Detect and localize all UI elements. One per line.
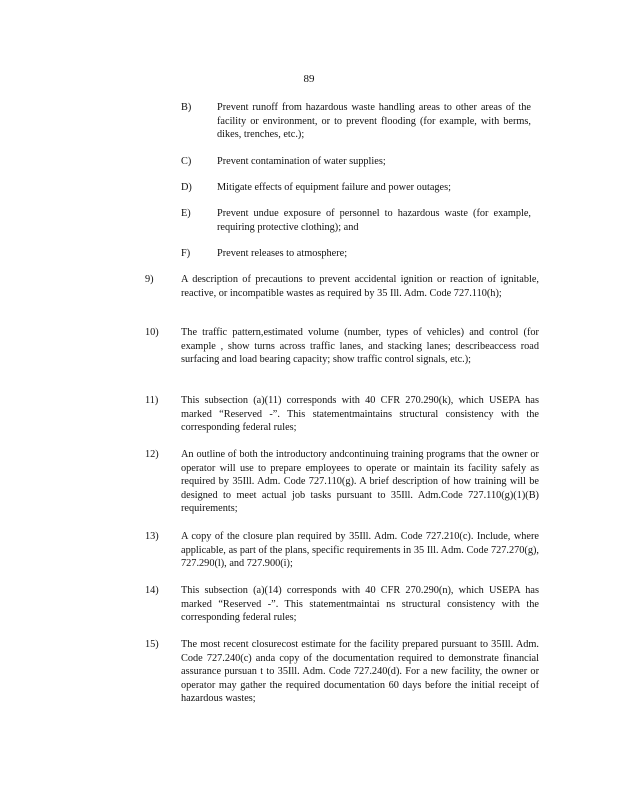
list-item-12 (145, 448, 539, 516)
list-item-text: A copy of the closure plan required by 35Ill. Adm. Code 727.210(c). Include, where applicable, as part of the plans, specific requirements in 35 Ill. Adm. Code 727.270(g), 727.290(l), and 727.900(i); (181, 531, 539, 570)
page-number: 89 (303, 73, 315, 85)
sub-item-text: Prevent releases to atmosphere; (217, 248, 348, 259)
sub-item-text: Prevent runoff from hazardous waste handling areas to other areas of the facility or environment, or to prevent flooding (for example, with berms, dikes, trenches, etc.); (217, 102, 531, 141)
list-item-label: 12) (145, 449, 159, 460)
sub-item-e (181, 207, 531, 234)
sub-item-text: Prevent contamination of water supplies; (217, 156, 386, 167)
list-item-label: 10) (145, 327, 159, 338)
list-item-13 (145, 530, 539, 571)
sub-item-label: C) (181, 156, 192, 167)
list-item-text: An outline of both the introductory andcontinuing training programs that the owner or operator will use to prepare employees to operate or maintain its facility safely as required by 35Ill. Adm. Code 727.110(g). A brief description of how training will be designed to meet actual job tasks pursuant to 35Ill. Adm.Code 727.110(g)(1)(B) requirements; (181, 449, 539, 515)
sub-item-c (181, 155, 531, 169)
sub-item-text: Mitigate effects of equipment failure and power outages; (217, 182, 451, 193)
sub-item-d (181, 181, 531, 195)
list-item-9 (145, 273, 539, 300)
list-item-label: 11) (145, 395, 159, 406)
sub-item-f (181, 247, 531, 261)
list-item-15 (145, 638, 539, 706)
list-item-label: 14) (145, 585, 159, 596)
list-item-label: 15) (145, 639, 159, 650)
sub-item-label: B) (181, 102, 192, 113)
list-item-text: The most recent closurecost estimate for the facility prepared pursuant to 35Ill. Adm. Code 727.240(c) anda copy of the documentation required to demonstrate financial assurance pursuan t to 35Ill. Adm. Code 727.240(d). For a new facility, the owner or operator may gather the required documentation 60 days before the initial receipt of hazardous wastes; (181, 639, 539, 705)
sub-item-b (181, 101, 531, 142)
list-item-label: 9) (145, 274, 154, 285)
list-item-text: This subsection (a)(11) corresponds with 40 CFR 270.290(k), which USEPA has marked “Reserved -”. This statementmaintains structural consistency with the corresponding federal rules; (181, 395, 539, 434)
list-item-10 (145, 326, 539, 367)
list-item-14 (145, 584, 539, 625)
sub-item-label: D) (181, 182, 192, 193)
sub-item-label: E) (181, 208, 191, 219)
list-item-text: The traffic pattern,estimated volume (number, types of vehicles) and control (for example , show turns across traffic lanes, and stacking lanes; describeaccess road surfacing and load bearing capacity; show traffic control signals, etc.); (181, 327, 539, 366)
list-item-label: 13) (145, 531, 159, 542)
list-item-text: A description of precautions to prevent accidental ignition or reaction of ignitable, reactive, or incompatible wastes as required by 35 Ill. Adm. Code 727.110(h); (181, 274, 539, 299)
list-item-text: This subsection (a)(14) corresponds with 40 CFR 270.290(n), which USEPA has marked “Reserved -”. This statementmaintai ns structural consistency with the corresponding federal rules; (181, 585, 539, 624)
list-item-11 (145, 394, 539, 435)
sub-item-label: F) (181, 248, 191, 259)
sub-item-text: Prevent undue exposure of personnel to hazardous waste (for example, requiring protective clothing); and (217, 208, 531, 233)
